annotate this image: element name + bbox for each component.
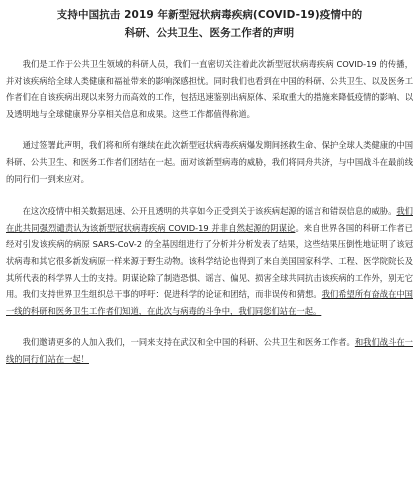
paragraph-solidarity: 通过签署此声明，我们将和所有继续在此次新型冠状病毒疾病爆发期间拯救生命、保护全球人类健康的中国科研、公共卫生、和医务工作者们团结在一起。面对该新型病毒的威胁，我们将同舟共济，与中国战斗在最前线的同行们一到来应对。 [6, 140, 413, 184]
paragraph-conspiracy-text-a: 在这次疫情中相关数据迅速、公开且透明的共享如今正受到关于该疾病起源的谣言和错误信息的威胁。 [22, 206, 397, 217]
paragraph-conspiracy [6, 203, 413, 319]
paragraph-invitation [6, 334, 413, 367]
stand-together-underlined: 和我们战斗在一线的同行们站在一起！ [6, 337, 413, 364]
frontline-support-underlined: 我们希望所有奋战在中国一线的科研和医务卫生工作者们知道，在此次与病毒的斗争中，我们同您们站在一起。 [6, 289, 413, 316]
paragraph-intro: 我们是工作于公共卫生领域的科研人员，我们一直密切关注着此次新型冠状病毒疾病 COVID-19 的传播，并对该疾病给全球人类健康和福祉带来的影响深感担忧。同时我们也看到在中国的科研、公共卫生、以及医务工作者们在自该疾病出现以来努力而高效的工作，包括迅速鉴别出病原体、采取重大的措施来降低疫情的影响、以及透明地与全球健康界分享相关信息和成果。这些工作都值得称道。 [6, 59, 413, 119]
statement-title [6, 6, 413, 42]
conspiracy-condemnation-underlined: 我们在此共同强烈谴责认为该新型冠状病毒疾病 COVID-19 并非自然起源的阴谋论 [6, 206, 413, 233]
paragraph-conspiracy-text-c: 。来自世界各国的科研工作者已经对引发该疾病的病原 SARS-CoV-2 的全基因组进行了分析并分析发表了结果，这些结果压倒性地证明了该冠状病毒和其它很多新发病原一样来源于野生动物。该科学结论也得到了来自美国国家科学、工程、医学院院长及其所代表的科学界人士的支持。阴谋论除了制造恐惧、谣言、偏见、损害全球共同抗击该疾病的工作外，别无它用。我们支持世界卫生组织总干事的呼吁：促进科学的论证和团结，而非误传和猜想。 [6, 222, 413, 300]
paragraph-invitation-text: 我们邀请更多的人加入我们，一同来支持在武汉和全中国的科研、公共卫生和医务工作者。 [22, 337, 355, 348]
title-line-2: 科研、公共卫生、医务工作者的声明 [124, 27, 295, 39]
title-line-1: 支持中国抗击 2019 年新型冠状病毒疾病(COVID-19)疫情中的 [56, 9, 363, 21]
